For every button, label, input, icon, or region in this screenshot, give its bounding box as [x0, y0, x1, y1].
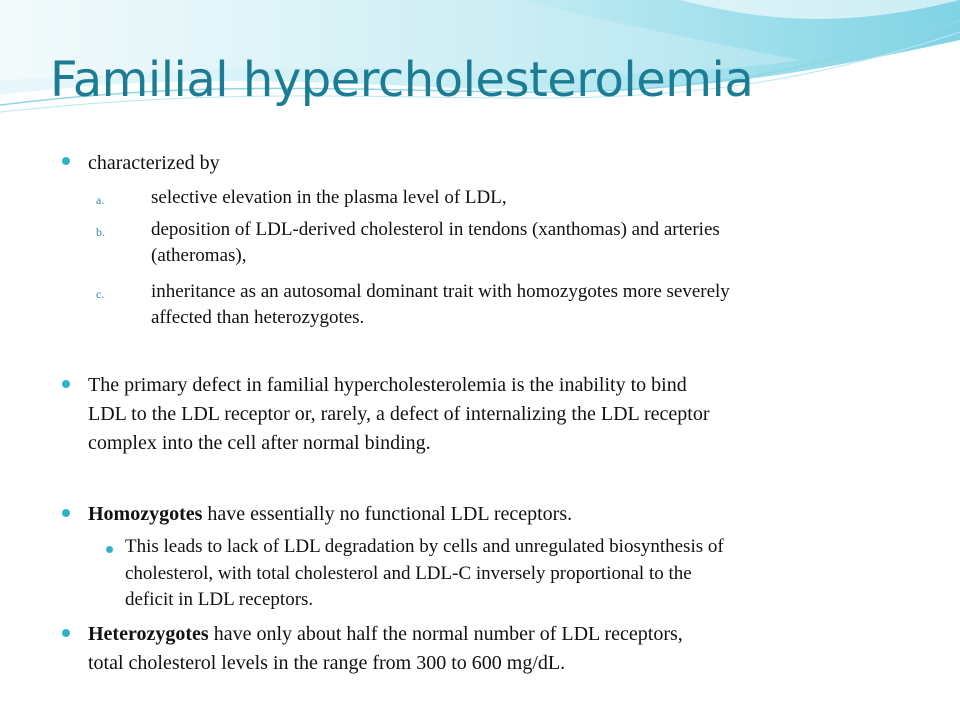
homozygotes-text: have essentially no functional LDL receptors. [202, 503, 573, 525]
homozygotes-detail-line2: cholesterol, with total cholesterol and LDL-C inversely proportional to the [125, 563, 692, 584]
sub-bullet-icon [106, 546, 113, 553]
homozygotes-detail-line3: deficit in LDL receptors. [125, 589, 314, 610]
list-marker-a: a. [96, 193, 105, 207]
heterozygotes-text: have only about half the normal number of LDL receptors, [208, 623, 683, 645]
homozygotes-detail-line1: This leads to lack of LDL degradation by cells and unregulated biosynthesis of [125, 536, 724, 557]
slide-title: Familial hypercholesterolemia [50, 52, 754, 108]
homozygotes-term: Homozygotes [88, 503, 203, 525]
primary-defect-line2: LDL to the LDL receptor or, rarely, a defect of internalizing the LDL receptor [88, 403, 710, 425]
heterozygotes-line1 [88, 621, 683, 648]
heterozygotes-term: Heterozygotes [88, 623, 209, 645]
list-item-a: selective elevation in the plasma level of LDL, [151, 187, 507, 208]
primary-defect-line3: complex into the cell after normal binding. [88, 432, 431, 454]
bullet-characterized-by: characterized by [88, 152, 220, 174]
bullet-icon [62, 629, 70, 637]
bullet-icon [62, 509, 70, 517]
list-item-b-line1: deposition of LDL-derived cholesterol in tendons (xanthomas) and arteries [151, 219, 720, 240]
homozygotes-line [88, 501, 572, 528]
bullet-icon [62, 157, 70, 165]
list-marker-c: c. [96, 287, 105, 301]
list-item-c-line2: affected than heterozygotes. [151, 307, 365, 328]
list-item-c-line1: inheritance as an autosomal dominant trait with homozygotes more severely [151, 281, 730, 302]
list-item-b-line2: (atheromas), [151, 245, 247, 266]
list-marker-b: b. [96, 225, 105, 239]
primary-defect-line1: The primary defect in familial hypercholesterolemia is the inability to bind [88, 374, 687, 396]
heterozygotes-line2: total cholesterol levels in the range from 300 to 600 mg/dL. [88, 652, 566, 674]
bullet-icon [62, 380, 70, 388]
